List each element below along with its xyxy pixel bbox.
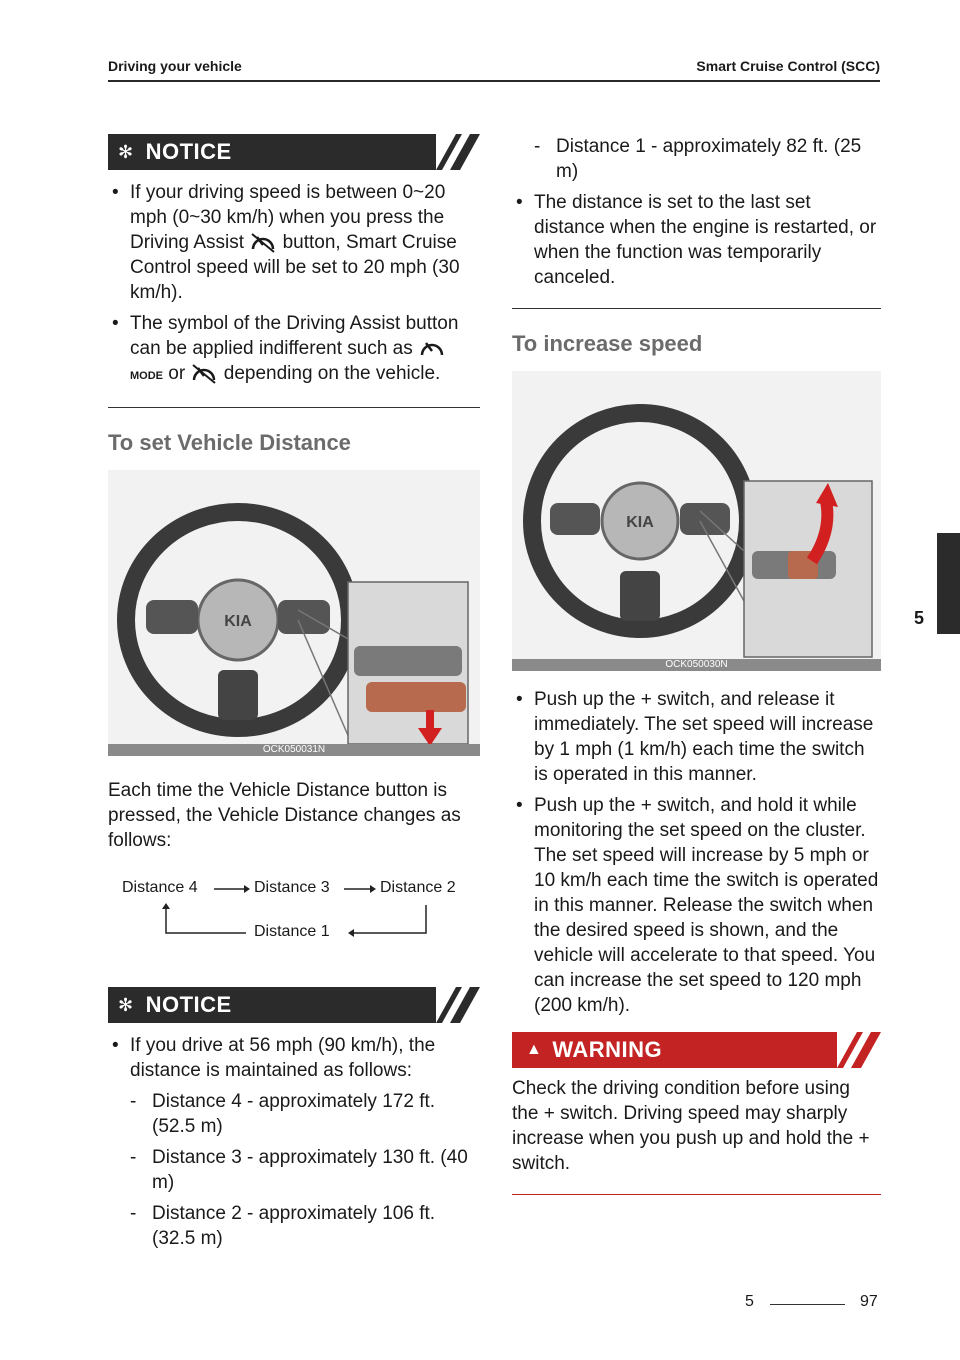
notice2-list-continued (512, 134, 881, 290)
notice-item: • If your driving speed is between 0~20 mph (0~30 km/h) when you press the Driving Assist button, Smart Cruise Control speed will be set to 20 mph (30 km/h). (108, 180, 480, 305)
section-divider (108, 407, 480, 408)
warning-label: WARNING (552, 1037, 663, 1062)
hatch-decoration (436, 134, 480, 170)
footer-chapter: 5 (745, 1293, 754, 1310)
steering-wheel-illustration (108, 470, 480, 756)
distance-flow-diagram (108, 879, 480, 959)
driving-assist-icon (249, 231, 277, 255)
notice-star-icon: ✻ (118, 141, 134, 162)
steering-wheel-distance-figure (108, 470, 480, 756)
warning-text: Check the driving condition before using the + switch. Driving speed may sharply increase when you push up and hold the + switch. (512, 1078, 870, 1174)
hatch-decoration (837, 1032, 881, 1068)
notice-item: • If you drive at 56 mph (90 km/h), the distance is maintained as follows: (108, 1033, 480, 1083)
section-divider (512, 308, 881, 309)
warning-triangle-icon: ▲ (526, 1041, 543, 1058)
page-number: 97 (860, 1293, 878, 1310)
notice-list (108, 180, 480, 389)
speed-item: • Push up the + switch, and release it immediately. The set speed will increase by 1 mph (1 km/h) each time the switch is operated in this manner. (512, 687, 881, 787)
chapter-tab-number: 5 (914, 608, 925, 628)
mode-text: MODE (130, 370, 163, 382)
warning-divider (512, 1194, 881, 1195)
warning-banner (512, 1032, 881, 1068)
footer-divider (770, 1304, 845, 1305)
distance-item: - Distance 3 - approximately 130 ft. (40 m) (108, 1145, 480, 1195)
notice-label: NOTICE (145, 139, 232, 164)
steering-wheel-speed-figure (512, 371, 881, 671)
flow-distance-2: Distance 2 (380, 879, 456, 896)
notice-banner (108, 987, 480, 1023)
figure-code: OCK050031N (108, 744, 480, 756)
distance-item: - Distance 1 - approximately 82 ft. (25 m) (512, 134, 881, 184)
header-section-title: Driving your vehicle (108, 58, 242, 74)
speed-list (512, 687, 881, 1018)
hatch-decoration (436, 987, 480, 1023)
notice2-list (108, 1033, 480, 1251)
distance-item: - Distance 2 - approximately 106 ft. (32.5 m) (108, 1201, 480, 1251)
chapter-tab (937, 533, 960, 634)
right-column (512, 134, 881, 1217)
distance-item: - Distance 4 - approximately 172 ft. (52.5 m) (108, 1089, 480, 1139)
notice-star-icon: ✻ (118, 994, 134, 1015)
flow-distance-1: Distance 1 (254, 923, 330, 940)
notice-label: NOTICE (145, 992, 232, 1017)
header-divider (108, 80, 880, 82)
section-title-distance: To set Vehicle Distance (108, 430, 351, 455)
header-topic-title: Smart Cruise Control (SCC) (696, 58, 880, 74)
section-title-speed: To increase speed (512, 331, 703, 356)
distance-paragraph: Each time the Vehicle Distance button is pressed, the Vehicle Distance changes as follows: (108, 780, 461, 851)
svg-text:KIA: KIA (626, 514, 654, 531)
driving-assist-icon (190, 362, 218, 386)
flow-arrows (108, 879, 480, 959)
notice-item: • The symbol of the Driving Assist button can be applied indifferent such as MODE or depending on the vehicle. (108, 311, 480, 389)
flow-distance-4: Distance 4 (122, 879, 198, 896)
notice-banner (108, 134, 480, 170)
speed-item: • Push up the + switch, and hold it while monitoring the set speed on the cluster. The set speed will increase by 5 mph or 10 km/h each time the switch is operated in this manner. Release the switch when the desired speed is shown, and the vehicle will accelerate to that speed. You can increase the set speed to 120 mph (200 km/h). (512, 793, 881, 1018)
steering-wheel-illustration (512, 371, 881, 671)
left-column (108, 134, 480, 1257)
svg-text:KIA: KIA (224, 613, 252, 630)
driving-assist-mode-icon (418, 337, 448, 361)
notice-item: • The distance is set to the last set distance when the engine is restarted, or when the function was temporarily canceled. (512, 190, 881, 290)
figure-code: OCK050030N (512, 659, 881, 671)
flow-distance-3: Distance 3 (254, 879, 330, 896)
